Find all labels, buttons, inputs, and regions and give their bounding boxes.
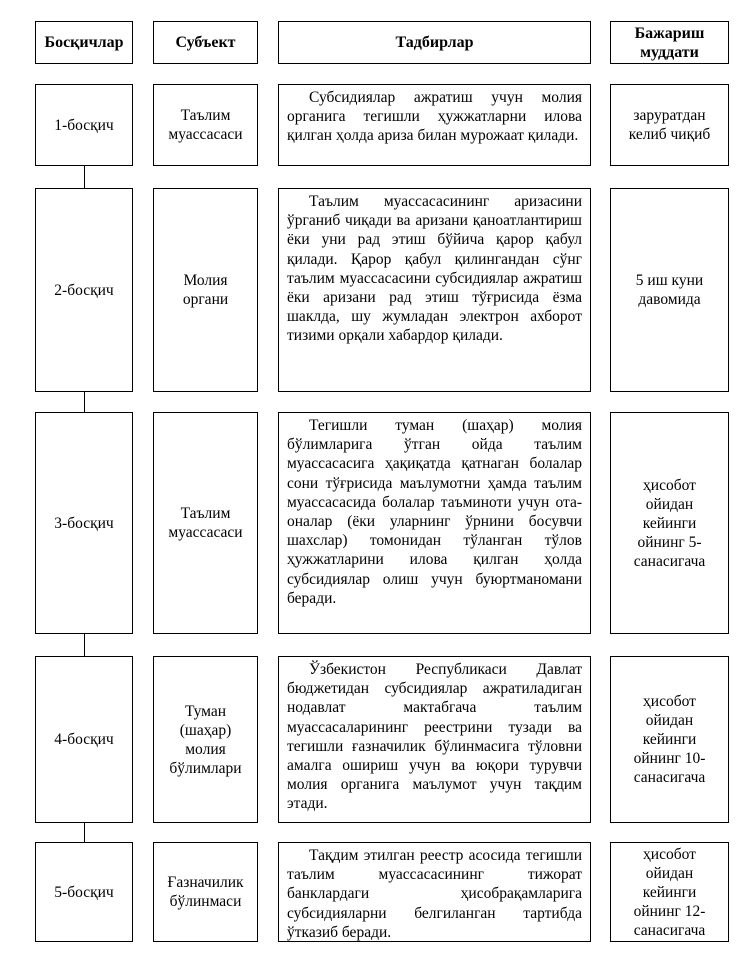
actions-box-2 — [278, 188, 591, 392]
actions-box-1 — [278, 84, 591, 166]
connector-line-2-3 — [84, 392, 86, 412]
stage-label: 4-босқич — [54, 731, 114, 748]
deadline-label: заруратдан келиб чиқиб — [628, 107, 711, 143]
actions-box-3 — [278, 412, 591, 634]
stage-box-1 — [35, 84, 133, 166]
actions-text: Тақдим этилган реестр асосида тегишли таълим муассасасининг тижорат банклардаги ҳисобрақамларига субсидияларни белгиланган тартибда ўтказиб беради. — [287, 847, 582, 941]
stage-label: 5-босқич — [54, 883, 114, 901]
subject-label: Таълим муассасаси — [168, 107, 243, 143]
subject-box-4 — [153, 656, 258, 823]
connector-line-1-2 — [84, 166, 86, 188]
stage-label: 2-босқич — [54, 281, 114, 299]
connector-line-3-4 — [84, 634, 86, 656]
stage-box-3 — [35, 412, 133, 634]
header-subject-label: Субъект — [175, 34, 236, 51]
subject-box-3 — [153, 412, 258, 634]
stage-box-4 — [35, 656, 133, 823]
header-stage-label: Босқичлар — [44, 34, 124, 51]
header-actions-label: Тадбирлар — [395, 34, 474, 51]
deadline-label: ҳисобот ойидан кейинги ойнинг 10-санасигача — [633, 693, 706, 786]
deadline-box-2 — [610, 188, 729, 392]
deadline-box-3 — [610, 412, 729, 634]
subject-box-5 — [153, 842, 258, 942]
subject-label: Молия органи — [182, 272, 229, 308]
stage-box-2 — [35, 188, 133, 392]
header-stage — [35, 21, 133, 64]
actions-text: Таълим муассасасининг аризасини ўрганиб чиқади ва аризани қаноатлантириш ёки уни рад этиш бўйича қарор қабул қилади. Қарор қабул қилингандан сўнг таълим муассасасини субсидиялар ажратиш ёки аризани рад этиш тўғрисида ёзма шаклда, шу жумладан электрон ахборот тизими орқали хабардор қилади. — [287, 193, 582, 345]
stage-box-5 — [35, 842, 133, 942]
subject-box-2 — [153, 188, 258, 392]
deadline-box-1 — [610, 84, 729, 166]
deadline-box-4 — [610, 656, 729, 823]
subject-label: Ғазначилик бўлинмаси — [167, 874, 244, 910]
header-subject — [153, 21, 258, 64]
header-actions — [278, 21, 591, 64]
subject-label: Таълим муассасаси — [168, 505, 243, 541]
deadline-label: ҳисобот ойидан кейинги ойнинг 5-санасигача — [633, 476, 706, 570]
stage-label: 1-босқич — [54, 116, 114, 134]
connector-line-4-5 — [84, 823, 86, 842]
stage-label: 3-босқич — [54, 514, 114, 532]
actions-box-4 — [278, 656, 591, 823]
actions-text: Тегишли туман (шаҳар) молия бўлимларига ўтган ойда таълим муассасасига ҳақиқатда қатнаган болалар сони тўғрисида маълумотни ҳамда таълим муассасасида болалар таъминоти учун ота-оналар (ёки уларнинг ўрнини босувчи шахслар) томонидан тўланган тўлов ҳужжатларини илова қилган ҳолда субсидиялар олиш учун буюртманомани беради. — [287, 417, 582, 607]
actions-box-5 — [278, 842, 591, 942]
header-deadline-label: Бажариш муддати — [634, 24, 705, 61]
actions-text: Субсидиялар ажратиш учун молия органига тегишли ҳужжатларни илова қилган ҳолда ариза билан мурожаат қилади. — [287, 89, 582, 145]
deadline-label: 5 иш куни давомида — [635, 272, 704, 308]
deadline-box-5 — [610, 842, 729, 942]
subject-label: Туман (шаҳар) молия бўлимлари — [169, 702, 242, 777]
deadline-label: ҳисобот ойидан кейинги ойнинг 12-санасигача — [633, 845, 706, 939]
actions-text: Ўзбекистон Республикаси Давлат бюджетидан субсидиялар ажратиладиган нодавлат мактабгача таълим муассасаларининг реестрини тузади ва тегишли ғазначилик бўлинмасига тўловни амалга ошириш учун ва юқори турувчи молия органига маълумот учун тақдим этади. — [287, 661, 582, 813]
subject-box-1 — [153, 84, 258, 166]
header-deadline — [610, 21, 729, 64]
